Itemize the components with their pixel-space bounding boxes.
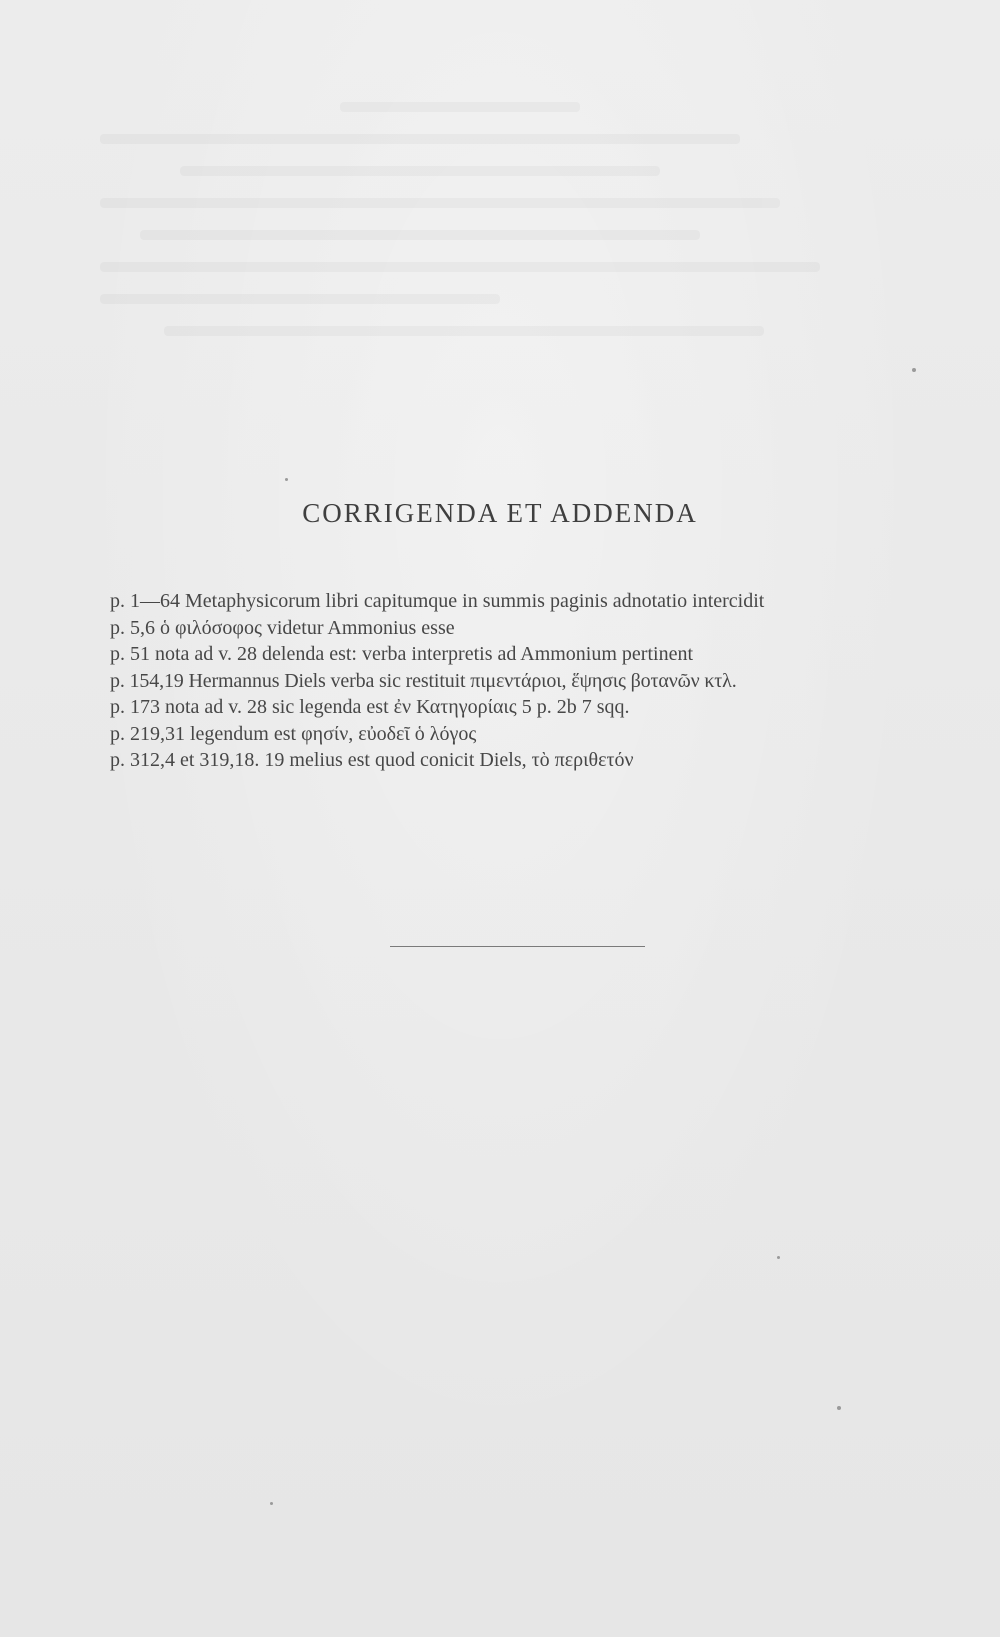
corrigenda-entry: p. 51 nota ad v. 28 delenda est: verba interpretis ad Ammonium pertinent	[110, 643, 693, 665]
corrigenda-entry: p. 154,19 Hermannus Diels verba sic restituit πιμεντάριοι, ἕψησις βοτανῶν κτλ.	[110, 669, 737, 692]
bleed-through-texture	[100, 80, 900, 480]
paper-speck	[837, 1406, 841, 1410]
paper-speck	[270, 1502, 273, 1505]
corrigenda-entry: p. 173 nota ad v. 28 sic legenda est ἐν Κατηγορίαις 5 p. 2b 7 sqq.	[110, 696, 630, 718]
corrigenda-list	[110, 588, 910, 774]
closing-rule	[390, 946, 645, 947]
corrigenda-entry: p. 5,6 ὁ φιλόσοφος videtur Ammonius esse	[110, 616, 455, 639]
paper-speck	[777, 1256, 780, 1259]
paper-speck	[285, 478, 288, 481]
paper-speck	[912, 368, 916, 372]
corrigenda-entry: p. 312,4 et 319,18. 19 melius est quod conicit Diels, τὸ περιθετόν	[110, 749, 634, 771]
corrigenda-entry: p. 1—64 Metaphysicorum libri capitumque in summis paginis adnotatio intercidit	[110, 590, 765, 612]
page-title: CORRIGENDA ET ADDENDA	[302, 498, 698, 528]
corrigenda-entry: p. 219,31 legendum est φησίν, εὐοδεῖ ὁ λόγος	[110, 722, 477, 745]
